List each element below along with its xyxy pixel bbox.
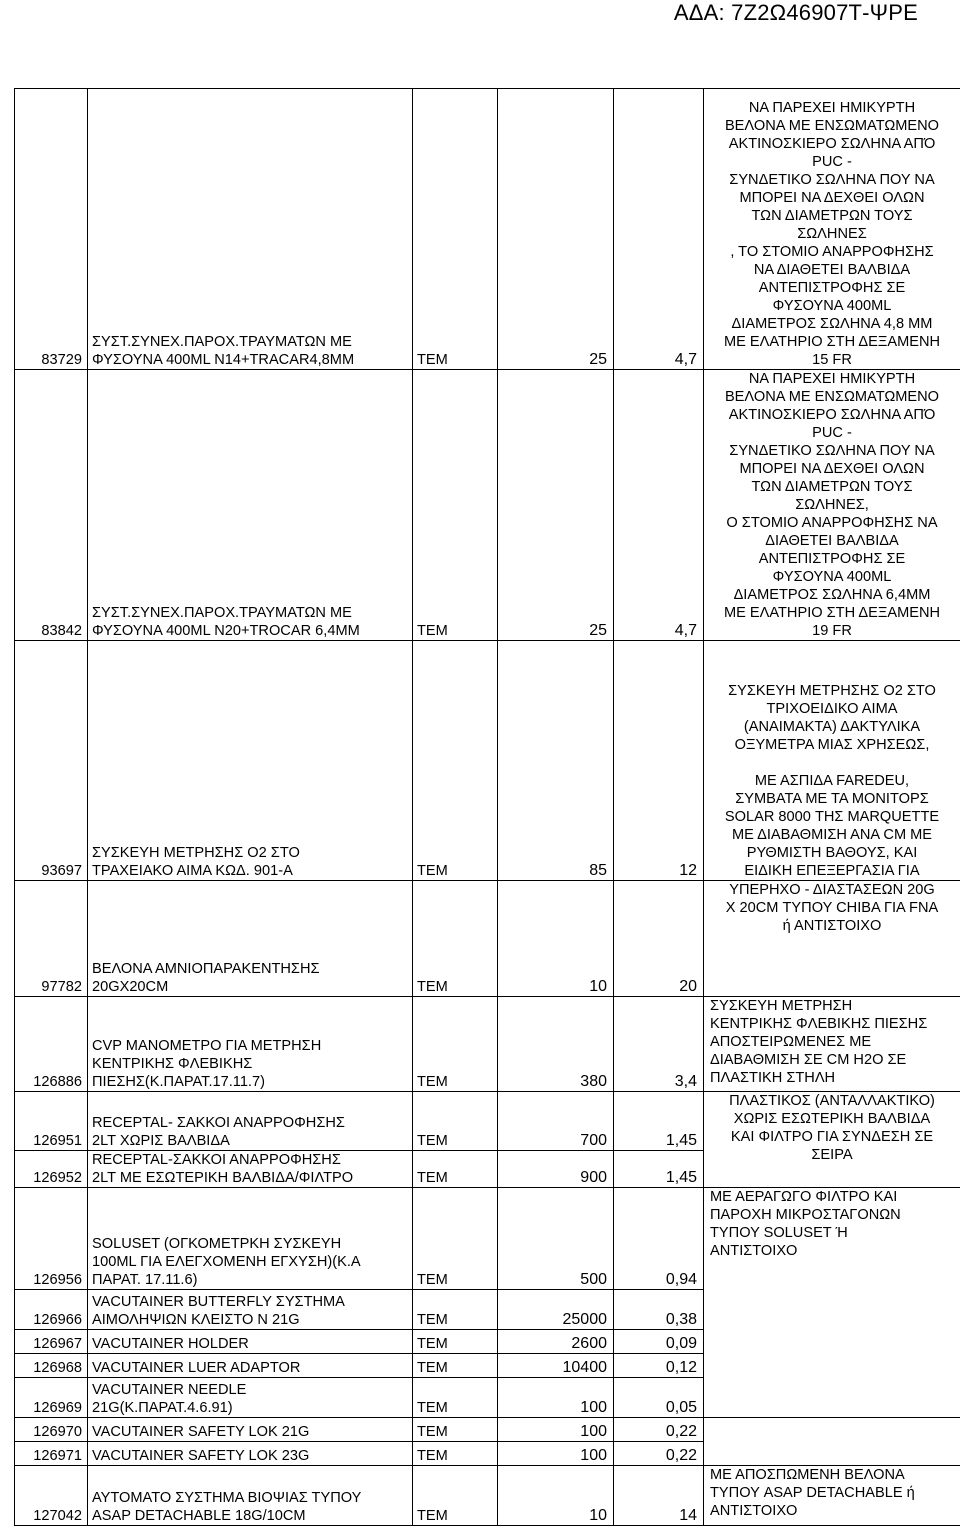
item-quantity: 500 bbox=[498, 1188, 614, 1290]
item-price: 1,45 bbox=[614, 1092, 704, 1151]
item-unit: ΤΕΜ bbox=[413, 1442, 498, 1466]
item-unit: ΤΕΜ bbox=[413, 997, 498, 1092]
items-table bbox=[14, 88, 960, 1526]
item-name-line: ΣΥΣΤ.ΣΥΝΕΧ.ΠΑΡΟΧ.ΤΡΑΥΜΑΤΩΝ ΜΕ bbox=[92, 604, 408, 622]
spec-line bbox=[707, 754, 957, 772]
item-price: 0,12 bbox=[614, 1354, 704, 1378]
item-name-line: ΒΕΛΟΝΑ ΑΜΝΙΟΠΑΡΑΚΕΝΤΗΣΗΣ bbox=[92, 960, 408, 978]
spec-line: ΤΥΠΟΥ SOLUSET Ή bbox=[710, 1224, 957, 1242]
spec-line: ΤΥΠΟΥ ASAP DETACHABLE ή bbox=[710, 1484, 957, 1502]
item-quantity: 25 bbox=[498, 370, 614, 641]
spec-line: ΑΝΤΕΠΙΣΤΡΟΦΗΣ ΣΕ bbox=[707, 550, 957, 568]
item-code: 126886 bbox=[15, 997, 88, 1092]
spec-line: ΤΩΝ ΔΙΑΜΕΤΡΩΝ ΤΟΥΣ bbox=[707, 478, 957, 496]
spec-line: , ΤΟ ΣΤΟΜΙΟ ΑΝΑΡΡΟΦΗΣΗΣ bbox=[707, 243, 957, 261]
table-row bbox=[15, 1442, 960, 1466]
item-name-line: VACUTAINER SAFETY LOK 21G bbox=[92, 1423, 408, 1441]
item-name bbox=[88, 1354, 413, 1378]
item-name bbox=[88, 1466, 413, 1526]
spec-line: ΝΑ ΠΑΡΕΧΕΙ ΗΜΙΚΥΡΤΗ bbox=[707, 99, 957, 117]
item-name bbox=[88, 997, 413, 1092]
table-row bbox=[15, 1092, 960, 1151]
spec-line: ΑΚΤΙΝΟΣΚΙΕΡΟ ΣΩΛΗΝΑ ΑΠΌ bbox=[707, 135, 957, 153]
item-name-line: ΦΥΣΟΥΝΑ 400ML N14+TRACAR4,8MM bbox=[92, 351, 408, 369]
item-specification bbox=[704, 370, 960, 641]
spec-line: ΠΛΑΣΤΙΚΟΣ (ΑΝΤΑΛΛΑΚΤΙΚΟ) bbox=[707, 1092, 957, 1110]
spec-line: ΟΞΥΜΕΤΡΑ ΜΙΑΣ ΧΡΗΣΕΩΣ, bbox=[707, 736, 957, 754]
item-unit: ΤΕΜ bbox=[413, 89, 498, 370]
item-name-line: ΤΡΑΧΕΙΑΚΟ ΑΙΜΑ ΚΩΔ. 901-Α bbox=[92, 862, 408, 880]
item-code: 83842 bbox=[15, 370, 88, 641]
spec-line: ΡΥΘΜΙΣΤΗ ΒΑΘΟΥΣ, ΚΑΙ bbox=[707, 844, 957, 862]
spec-line: ΑΝΤΕΠΙΣΤΡΟΦΗΣ ΣΕ bbox=[707, 279, 957, 297]
spec-line: Ο ΣΤΟΜΙΟ ΑΝΑΡΡΟΦΗΣΗΣ ΝΑ bbox=[707, 514, 957, 532]
spec-line: ΜΠΟΡΕΙ ΝΑ ΔΕΧΘΕΙ ΟΛΩΝ bbox=[707, 189, 957, 207]
item-quantity: 380 bbox=[498, 997, 614, 1092]
spec-line: ΚΕΝΤΡΙΚΗΣ ΦΛΕΒΙΚΗΣ ΠΙΕΣΗΣ bbox=[710, 1015, 957, 1033]
item-specification bbox=[704, 997, 960, 1092]
item-code: 83729 bbox=[15, 89, 88, 370]
item-name bbox=[88, 641, 413, 881]
spec-line: ΑΝΤΙΣΤΟΙΧΟ bbox=[710, 1502, 957, 1520]
spec-line: SOLAR 8000 ΤΗΣ MARQUETTE bbox=[707, 808, 957, 826]
item-price: 4,7 bbox=[614, 370, 704, 641]
spec-line: PUC - bbox=[707, 424, 957, 442]
item-name bbox=[88, 1330, 413, 1354]
table-row bbox=[15, 89, 960, 370]
item-name-line: VACUTAINER NEEDLE bbox=[92, 1381, 408, 1399]
spec-line: ΒΕΛΟΝΑ ΜΕ ΕΝΣΩΜΑΤΩΜΕΝΟ bbox=[707, 388, 957, 406]
item-name-line: ΣΥΣΤ.ΣΥΝΕΧ.ΠΑΡΟΧ.ΤΡΑΥΜΑΤΩΝ ΜΕ bbox=[92, 333, 408, 351]
item-name-line: VACUTAINER BUTTERFLY ΣΥΣΤΗΜΑ bbox=[92, 1293, 408, 1311]
spec-line: ΣΩΛΗΝΕΣ bbox=[707, 225, 957, 243]
item-unit: ΤΕΜ bbox=[413, 1330, 498, 1354]
item-name-line: ΦΥΣΟΥΝΑ 400ML N20+TROCAR 6,4MM bbox=[92, 622, 408, 640]
item-specification bbox=[704, 881, 960, 997]
item-code: 126967 bbox=[15, 1330, 88, 1354]
table-row bbox=[15, 997, 960, 1092]
item-price: 14 bbox=[614, 1466, 704, 1526]
item-name-line: ΑΥΤΟΜΑΤΟ ΣΥΣΤΗΜΑ ΒΙΟΨΙΑΣ ΤΥΠΟΥ bbox=[92, 1489, 408, 1507]
item-name-line: VACUTAINER LUER ADAPTOR bbox=[92, 1359, 408, 1377]
item-name bbox=[88, 370, 413, 641]
item-quantity: 10 bbox=[498, 1466, 614, 1526]
spec-line: ΔΙΑΜΕΤΡΟΣ ΣΩΛΗΝΑ 6,4ΜΜ bbox=[707, 586, 957, 604]
item-quantity: 100 bbox=[498, 1418, 614, 1442]
spec-line: ή ΑΝΤΙΣΤΟΙΧΟ bbox=[707, 917, 957, 935]
spec-line: ΔΙΑΘΕΤΕΙ ΒΑΛΒΙΔΑ bbox=[707, 532, 957, 550]
spec-line: ΔΙΑΒΑΘΜΙΣΗ ΣΕ CM H2O ΣΕ bbox=[710, 1051, 957, 1069]
spec-line: ΜΕ ΕΛΑΤΗΡΙΟ ΣΤΗ ΔΕΞΑΜΕΝΗ bbox=[707, 604, 957, 622]
item-specification bbox=[704, 1466, 960, 1526]
spec-line: ΑΝΤΙΣΤΟΙΧΟ bbox=[710, 1242, 957, 1260]
table-row bbox=[15, 370, 960, 641]
item-quantity: 10400 bbox=[498, 1354, 614, 1378]
item-code: 126968 bbox=[15, 1354, 88, 1378]
item-name bbox=[88, 1418, 413, 1442]
item-price: 0,09 bbox=[614, 1330, 704, 1354]
spec-line: ΣΕΙΡΑ bbox=[707, 1146, 957, 1164]
item-specification bbox=[704, 1188, 960, 1418]
item-name bbox=[88, 1092, 413, 1151]
spec-line: ΝΑ ΔΙΑΘΕΤΕΙ ΒΑΛΒΙΔΑ bbox=[707, 261, 957, 279]
spec-line: X 20CM ΤΥΠΟΥ CHIBA ΓΙΑ FNA bbox=[707, 899, 957, 917]
spec-line: ΜΠΟΡΕΙ ΝΑ ΔΕΧΘΕΙ ΟΛΩΝ bbox=[707, 460, 957, 478]
item-quantity: 2600 bbox=[498, 1330, 614, 1354]
spec-line: ΣΥΜΒΑΤΑ ΜΕ ΤΑ ΜΟΝΙΤΟΡΣ bbox=[707, 790, 957, 808]
item-name-line: ΣΥΣΚΕΥΗ ΜΕΤΡΗΣΗΣ Ο2 ΣΤΟ bbox=[92, 844, 408, 862]
item-price: 0,94 bbox=[614, 1188, 704, 1290]
item-quantity: 900 bbox=[498, 1151, 614, 1188]
spec-line: ΝΑ ΠΑΡΕΧΕΙ ΗΜΙΚΥΡΤΗ bbox=[707, 370, 957, 388]
spec-line: ΔΙΑΜΕΤΡΟΣ ΣΩΛΗΝΑ 4,8 ΜΜ bbox=[707, 315, 957, 333]
item-unit: ΤΕΜ bbox=[413, 1466, 498, 1526]
item-quantity: 700 bbox=[498, 1092, 614, 1151]
item-price: 4,7 bbox=[614, 89, 704, 370]
item-quantity: 25000 bbox=[498, 1290, 614, 1330]
item-specification bbox=[704, 641, 960, 881]
item-quantity: 100 bbox=[498, 1378, 614, 1418]
item-price: 0,38 bbox=[614, 1290, 704, 1330]
item-unit: ΤΕΜ bbox=[413, 1151, 498, 1188]
item-specification bbox=[704, 1092, 960, 1188]
item-unit: ΤΕΜ bbox=[413, 370, 498, 641]
item-code: 126952 bbox=[15, 1151, 88, 1188]
item-name bbox=[88, 1378, 413, 1418]
item-name bbox=[88, 1290, 413, 1330]
spec-line: 19 FR bbox=[707, 622, 957, 640]
item-code: 126956 bbox=[15, 1188, 88, 1290]
item-name-line: ASAP DETACHABLE 18G/10CM bbox=[92, 1507, 408, 1525]
spec-line: ΜΕ ΑΠΟΣΠΩΜΕΝΗ ΒΕΛΟΝΑ bbox=[710, 1466, 957, 1484]
item-name-line: SOLUSET (ΟΓΚΟΜΕΤΡΚΗ ΣΥΣΚΕΥΗ bbox=[92, 1235, 408, 1253]
item-name-line: 2LT ΜΕ ΕΣΩΤΕΡΙΚΗ ΒΑΛΒΙΔΑ/ΦΙΛΤΡΟ bbox=[92, 1169, 408, 1187]
item-name-line: 21G(Κ.ΠΑΡΑΤ.4.6.91) bbox=[92, 1399, 408, 1417]
spec-line: ΤΩΝ ΔΙΑΜΕΤΡΩΝ ΤΟΥΣ bbox=[707, 207, 957, 225]
spec-line: ΑΚΤΙΝΟΣΚΙΕΡΟ ΣΩΛΗΝΑ ΑΠΌ bbox=[707, 406, 957, 424]
item-code: 126971 bbox=[15, 1442, 88, 1466]
spec-line: ΑΠΟΣΤΕΙΡΩΜΕΝΕΣ ΜΕ bbox=[710, 1033, 957, 1051]
item-name bbox=[88, 89, 413, 370]
spec-line: ΤΡΙΧΟΕΙΔΙΚΟ ΑΙΜΑ bbox=[707, 700, 957, 718]
item-unit: ΤΕΜ bbox=[413, 1290, 498, 1330]
spec-line: ΣΥΝΔΕΤΙΚΟ ΣΩΛΗΝΑ ΠΟΥ ΝΑ bbox=[707, 171, 957, 189]
item-name-line: 20GX20CM bbox=[92, 978, 408, 996]
item-price: 1,45 bbox=[614, 1151, 704, 1188]
item-price: 20 bbox=[614, 881, 704, 997]
item-quantity: 25 bbox=[498, 89, 614, 370]
item-quantity: 85 bbox=[498, 641, 614, 881]
spec-line: ΦΥΣΟΥΝΑ 400ML bbox=[707, 297, 957, 315]
spec-line: ΒΕΛΟΝΑ ΜΕ ΕΝΣΩΜΑΤΩΜΕΝΟ bbox=[707, 117, 957, 135]
item-name bbox=[88, 1442, 413, 1466]
spec-line: ΧΩΡΙΣ ΕΣΩΤΕΡΙΚΗ ΒΑΛΒΙΔΑ bbox=[707, 1110, 957, 1128]
spec-line: ΥΠΕΡΗΧΟ - ΔΙΑΣΤΑΣΕΩΝ 20G bbox=[707, 881, 957, 899]
table-row bbox=[15, 641, 960, 881]
item-quantity: 100 bbox=[498, 1442, 614, 1466]
table-row bbox=[15, 1466, 960, 1526]
spec-line: ΜΕ ΑΣΠΙΔΑ FAREDEU, bbox=[707, 772, 957, 790]
spec-line: ΠΛΑΣΤΙΚΗ ΣΤΗΛΗ bbox=[710, 1069, 957, 1087]
spec-line: ΦΥΣΟΥΝΑ 400ML bbox=[707, 568, 957, 586]
item-unit: ΤΕΜ bbox=[413, 1188, 498, 1290]
spec-line: ΜΕ ΔΙΑΒΑΘΜΙΣΗ ΑΝΑ CM ΜΕ bbox=[707, 826, 957, 844]
spec-line: ΣΥΣΚΕΥΗ ΜΕΤΡΗΣΗ bbox=[710, 997, 957, 1015]
item-name-line: VACUTAINER SAFETY LOK 23G bbox=[92, 1447, 408, 1465]
spec-line: ΕΙΔΙΚΗ ΕΠΕΞΕΡΓΑΣΙΑ ΓΙΑ bbox=[707, 862, 957, 880]
item-name-line: 2LT ΧΩΡΙΣ ΒΑΛΒΙΔΑ bbox=[92, 1132, 408, 1150]
item-code: 127042 bbox=[15, 1466, 88, 1526]
item-code: 126970 bbox=[15, 1418, 88, 1442]
item-specification bbox=[704, 89, 960, 370]
spec-line: ΚΑΙ ΦΙΛΤΡΟ ΓΙΑ ΣΥΝΔΕΣΗ ΣΕ bbox=[707, 1128, 957, 1146]
item-name bbox=[88, 881, 413, 997]
spec-line: 15 FR bbox=[707, 351, 957, 369]
item-name-line: RECEPTAL- ΣΑΚΚΟΙ ΑΝΑΡΡΟΦΗΣΗΣ bbox=[92, 1114, 408, 1132]
spec-line: ΜΕ ΑΕΡΑΓΩΓΟ ΦΙΛΤΡΟ ΚΑΙ bbox=[710, 1188, 957, 1206]
spec-line: ΜΕ ΕΛΑΤΗΡΙΟ ΣΤΗ ΔΕΞΑΜΕΝΗ bbox=[707, 333, 957, 351]
item-code: 93697 bbox=[15, 641, 88, 881]
item-quantity: 10 bbox=[498, 881, 614, 997]
table-row bbox=[15, 1418, 960, 1442]
item-code: 126969 bbox=[15, 1378, 88, 1418]
item-unit: ΤΕΜ bbox=[413, 1418, 498, 1442]
item-name-line: ΑΙΜΟΛΗΨΙΩΝ ΚΛΕΙΣΤΟ Ν 21G bbox=[92, 1311, 408, 1329]
item-price: 0,22 bbox=[614, 1418, 704, 1442]
item-code: 97782 bbox=[15, 881, 88, 997]
spec-line: ΣΥΣΚΕΥΗ ΜΕΤΡΗΣΗΣ Ο2 ΣΤΟ bbox=[707, 682, 957, 700]
item-name-line: RECEPTAL-ΣΑΚΚΟΙ ΑΝΑΡΡΟΦΗΣΗΣ bbox=[92, 1151, 408, 1169]
table-row bbox=[15, 1188, 960, 1290]
item-name-line: CVP ΜΑΝΟΜΕΤΡΟ ΓΙΑ ΜΕΤΡΗΣΗ bbox=[92, 1037, 408, 1055]
item-unit: ΤΕΜ bbox=[413, 641, 498, 881]
item-price: 0,22 bbox=[614, 1442, 704, 1466]
spec-line: PUC - bbox=[707, 153, 957, 171]
item-name-line: 100ML ΓΙΑ ΕΛΕΓΧΟΜΕΝΗ ΕΓΧΥΣΗ)(Κ.Α bbox=[92, 1253, 408, 1271]
ada-code: ΑΔΑ: 7Ζ2Ω46907Τ-ΨΡΕ bbox=[674, 0, 918, 26]
item-unit: ΤΕΜ bbox=[413, 881, 498, 997]
item-name-line: VACUTAINER HOLDER bbox=[92, 1335, 408, 1353]
table-row bbox=[15, 881, 960, 997]
spec-line: ΠΑΡΟΧΗ ΜΙΚΡΟΣΤΑΓΟΝΩΝ bbox=[710, 1206, 957, 1224]
item-code: 126966 bbox=[15, 1290, 88, 1330]
spec-line: ΣΩΛΗΝΕΣ, bbox=[707, 496, 957, 514]
item-name bbox=[88, 1188, 413, 1290]
spec-line: (ΑΝΑΙΜΑΚΤΑ) ΔΑΚΤΥΛΙΚΑ bbox=[707, 718, 957, 736]
item-price: 3,4 bbox=[614, 997, 704, 1092]
item-unit: ΤΕΜ bbox=[413, 1354, 498, 1378]
item-name-line: ΠΙΕΣΗΣ(Κ.ΠΑΡΑΤ.17.11.7) bbox=[92, 1073, 408, 1091]
item-unit: ΤΕΜ bbox=[413, 1378, 498, 1418]
item-price: 12 bbox=[614, 641, 704, 881]
item-name-line: ΠΑΡΑΤ. 17.11.6) bbox=[92, 1271, 408, 1289]
item-name bbox=[88, 1151, 413, 1188]
item-code: 126951 bbox=[15, 1092, 88, 1151]
item-name-line: ΚΕΝΤΡΙΚΗΣ ΦΛΕΒΙΚΗΣ bbox=[92, 1055, 408, 1073]
spec-line: ΣΥΝΔΕΤΙΚΟ ΣΩΛΗΝΑ ΠΟΥ ΝΑ bbox=[707, 442, 957, 460]
item-price: 0,05 bbox=[614, 1378, 704, 1418]
item-unit: ΤΕΜ bbox=[413, 1092, 498, 1151]
